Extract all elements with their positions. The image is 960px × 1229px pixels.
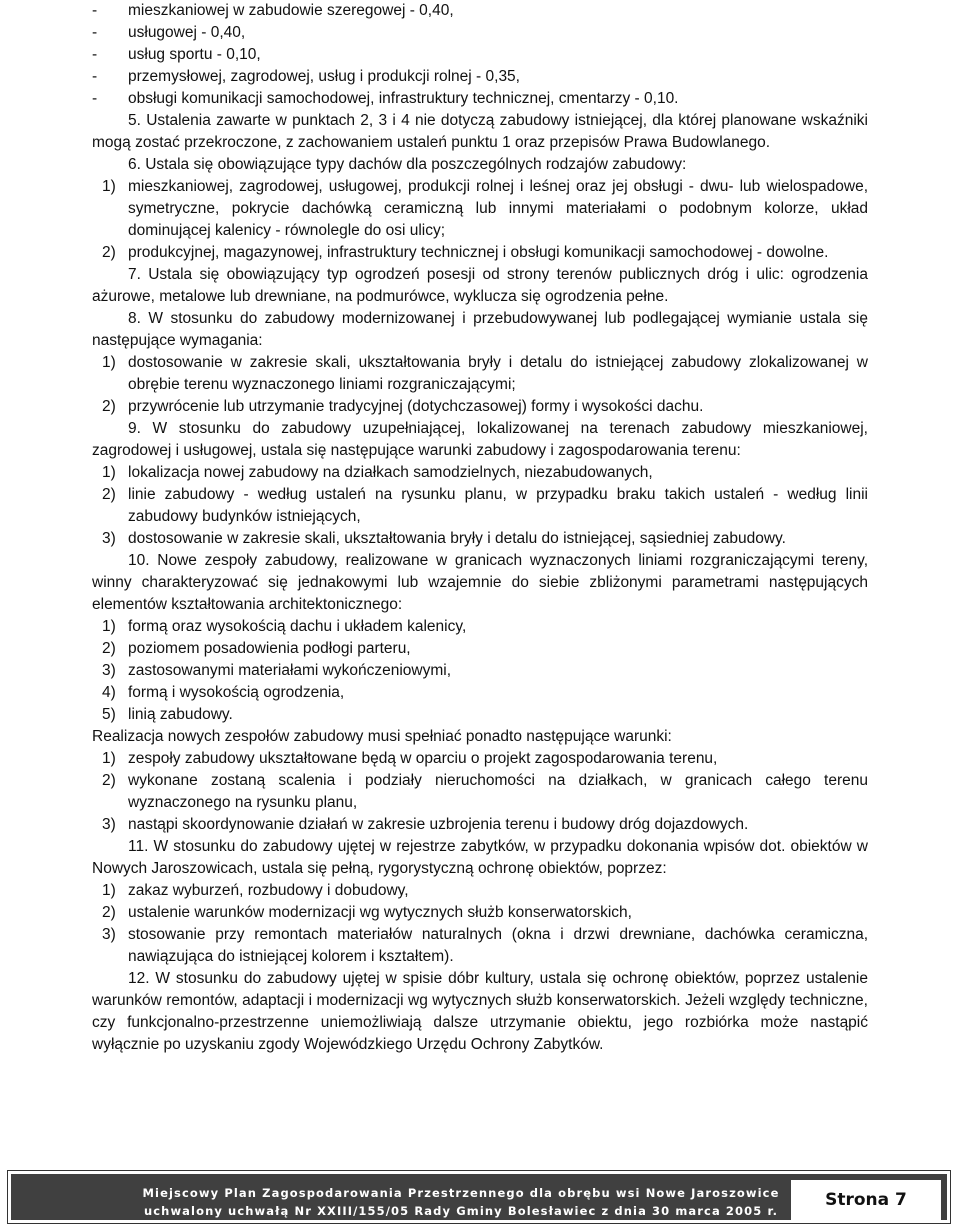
paragraph-10: 10. Nowe zespoły zabudowy, realizowane w granicach wyznaczonych liniami rozgraniczającymi tereny, winny charakteryzować się jednakowymi lub wzajemnie do siebie zbliżonymi parametrami następujących elementów kształtowania architektonicznego: — [92, 552, 868, 613]
paragraph-6: 6. Ustala się obowiązujące typy dachów dla poszczególnych rodzajów zabudowy: — [128, 156, 687, 173]
document-body — [92, 0, 868, 1056]
dash-list — [92, 0, 868, 110]
dash-item: - przemysłowej, zagrodowej, usług i produkcji rolnej - 0,35, — [92, 68, 520, 85]
footer-line-1: Miejscowy Plan Zagospodarowania Przestrzennego dla obrębu wsi Nowe Jaroszowice — [142, 1186, 780, 1200]
footer-title — [131, 1184, 791, 1220]
dash-item: - obsługi komunikacji samochodowej, infrastruktury technicznej, cmentarzy - 0,10. — [92, 90, 679, 107]
footer-band — [11, 1174, 947, 1220]
dash-item: - usługowej - 0,40, — [92, 24, 246, 41]
list-item: 2) poziomem posadowienia podłogi parteru, — [102, 640, 411, 657]
list-item: 4) formą i wysokością ogrodzenia, — [102, 684, 345, 701]
list-item: 3) nastąpi skoordynowanie działań w zakresie uzbrojenia terenu i budowy dróg dojazdowych. — [102, 816, 749, 833]
list-item: 3) stosowanie przy remontach materiałów naturalnych (okna i drzwi drewniane, dachówka ceramiczna, nawiązująca do istniejącej kolorem i kształtem). — [102, 926, 868, 965]
paragraph-9: 9. W stosunku do zabudowy uzupełniającej, lokalizowanej na terenach zabudowy mieszkaniowej, zagrodowej i usługowej, ustala się następujące warunki zabudowy i zagospodarowania terenu: — [92, 420, 868, 459]
list-item: 2) linie zabudowy - według ustaleń na rysunku planu, w przypadku braku takich ustaleń - według linii zabudowy budynków istniejących, — [102, 486, 868, 525]
paragraph-realizacja: Realizacja nowych zespołów zabudowy musi spełniać ponadto następujące warunki: — [92, 728, 672, 745]
dash-item: - mieszkaniowej w zabudowie szeregowej - 0,40, — [92, 2, 454, 19]
list-item: 1) formą oraz wysokością dachu i układem kalenicy, — [102, 618, 467, 635]
dash-item: - usług sportu - 0,10, — [92, 46, 261, 63]
paragraph-12: 12. W stosunku do zabudowy ujętej w spisie dóbr kultury, ustala się ochronę obiektów, poprzez ustalenie warunków remontów, adaptacji i modernizacji wg wytycznych służb konserwatorskich. Jeżeli względy techniczne, czy funkcjonalno-przestrzenne uniemożliwiają dalsze utrzymanie obiektu, jego rozbiórka może nastąpić wyłącznie po uzyskaniu zgody Wojewódzkiego Urzędu Ochrony Zabytków. — [92, 970, 868, 1053]
list-item: 2) ustalenie warunków modernizacji wg wytycznych służb konserwatorskich, — [102, 904, 632, 921]
list-item: 1) mieszkaniowej, zagrodowej, usługowej, produkcji rolnej i leśnej oraz jej obsługi - dwu- lub wielospadowe, symetryczne, pokrycie dachówką ceramiczną lub innymi materiałami o podobnym kolorze, układ dominującej kalenicy - równolegle do osi ulicy; — [102, 178, 868, 239]
footer-line-2: uchwalony uchwałą Nr XXIII/155/05 Rady Gminy Bolesławiec z dnia 30 marca 2005 r. — [143, 1204, 779, 1218]
list-item: 1) lokalizacja nowej zabudowy na działkach samodzielnych, niezabudowanych, — [102, 464, 653, 481]
paragraph-5: 5. Ustalenia zawarte w punktach 2, 3 i 4 nie dotyczą zabudowy istniejącej, dla której planowane wskaźniki mogą zostać przekroczone, z zachowaniem ustaleń punktu 1 oraz przepisów Prawa Budowlanego. — [92, 112, 868, 151]
list-item: 3) dostosowanie w zakresie skali, ukształtowania bryły i detalu do istniejącej, sąsiedniej zabudowy. — [102, 530, 786, 547]
list-item: 1) zakaz wyburzeń, rozbudowy i dobudowy, — [102, 882, 409, 899]
list-item: 2) produkcyjnej, magazynowej, infrastruktury technicznej i obsługi komunikacji samochodowej - dowolne. — [102, 244, 829, 261]
list-item: 2) przywrócenie lub utrzymanie tradycyjnej (dotychczasowej) formy i wysokości dachu. — [102, 398, 704, 415]
list-item: 1) dostosowanie w zakresie skali, ukształtowania bryły i detalu do istniejącej zabudowy zlokalizowanej w obrębie terenu wyznaczonego liniami rozgraniczającymi; — [102, 354, 868, 393]
list-item: 5) linią zabudowy. — [102, 706, 233, 723]
list-item: 3) zastosowanymi materiałami wykończeniowymi, — [102, 662, 452, 679]
paragraph-8: 8. W stosunku do zabudowy modernizowanej i przebudowywanej lub podlegającej wymianie ustala się następujące wymagania: — [92, 310, 868, 349]
paragraph-7: 7. Ustala się obowiązujący typ ogrodzeń posesji od strony terenów publicznych dróg i ulic: ogrodzenia ażurowe, metalowe lub drewniane, na podmurówce, wyklucza się ogrodzenia pełne. — [92, 266, 868, 305]
list-item: 1) zespoły zabudowy ukształtowane będą w oparciu o projekt zagospodarowania terenu, — [102, 750, 718, 767]
page-footer — [7, 1170, 951, 1224]
list-item: 2) wykonane zostaną scalenia i podziały nieruchomości na działkach, w granicach całego terenu wyznaczonego na rysunku planu, — [102, 772, 868, 811]
paragraph-11: 11. W stosunku do zabudowy ujętej w rejestrze zabytków, w przypadku dokonania wpisów dot. obiektów w Nowych Jaroszowicach, ustala się pełną, rygorystyczną ochronę obiektów, poprzez: — [92, 838, 868, 877]
page-number: Strona 7 — [791, 1180, 941, 1220]
